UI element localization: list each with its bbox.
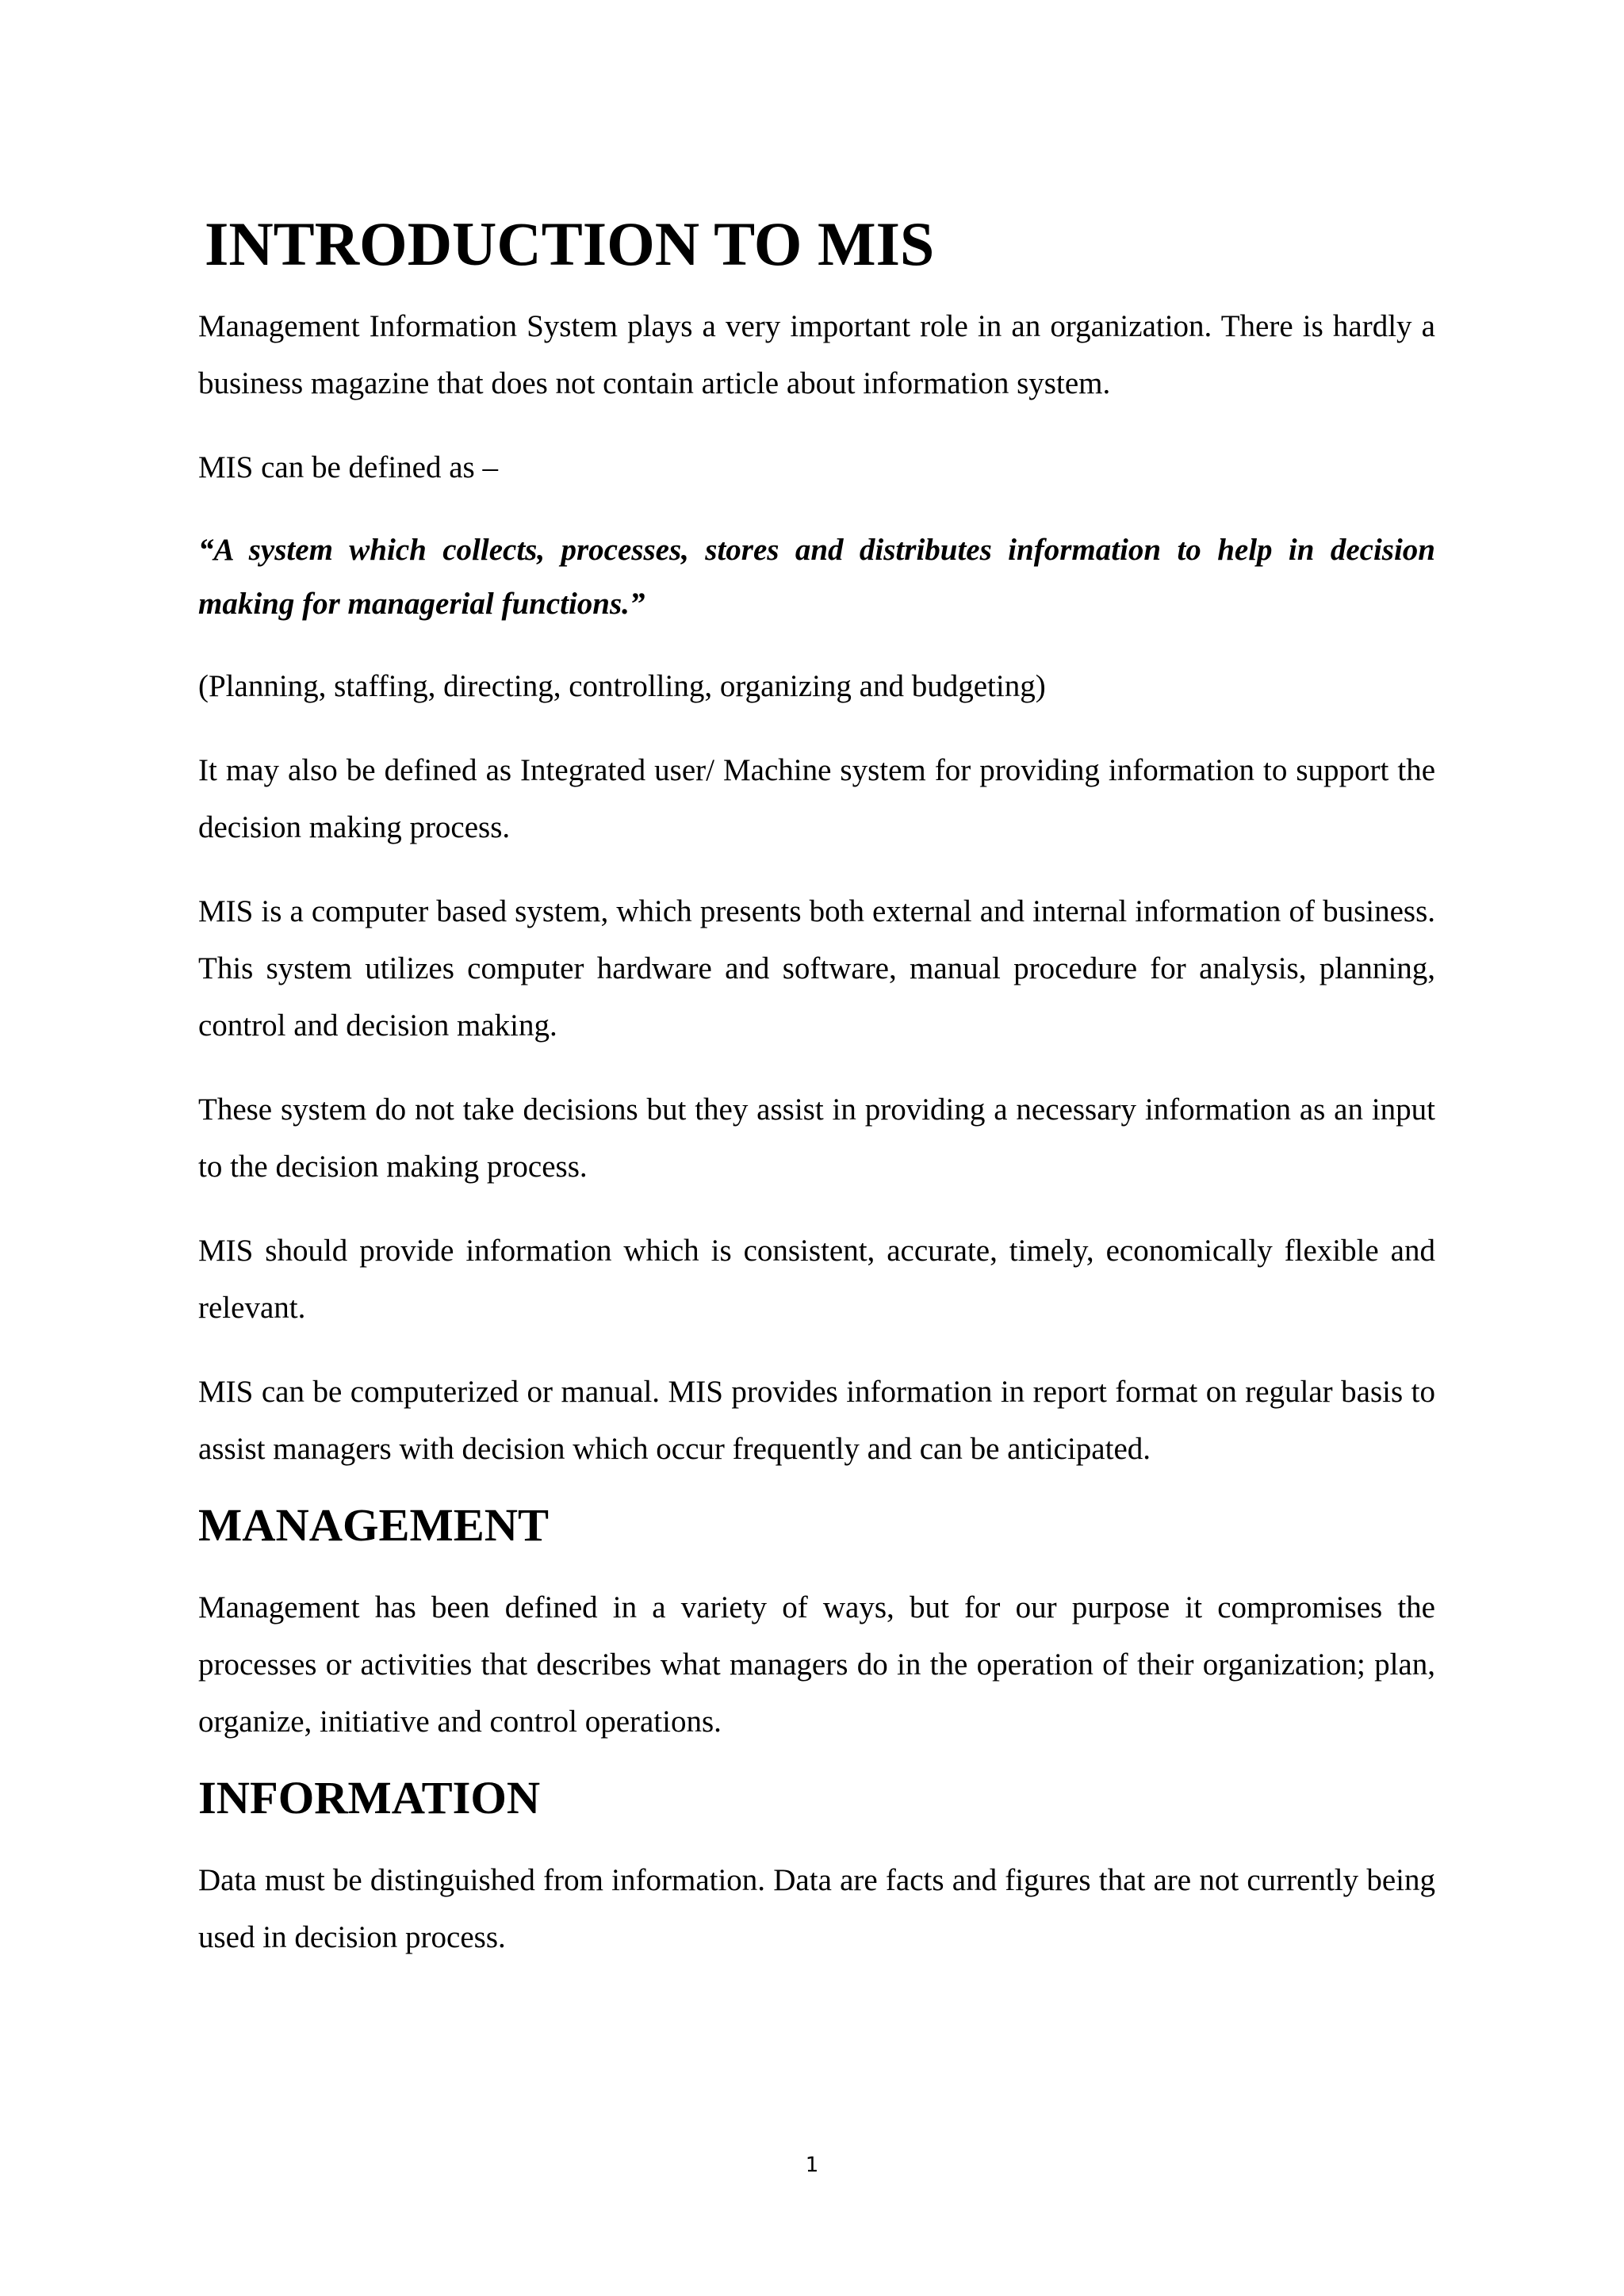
definition-quote: “A system which collects, processes, stores and distributes information to help in decision making for managerial functions.” [198,533,1435,621]
page-number: 1 [805,2153,819,2177]
alt-definition-paragraph: It may also be defined as Integrated user/ Machine system for providing information to support the decision making process. [198,753,1435,844]
no-decisions-paragraph: These system do not take decisions but they assist in providing a necessary information as an input to the decision making process. [198,1093,1435,1184]
management-heading: MANAGEMENT [198,1499,549,1551]
computerized-paragraph: MIS can be computerized or manual. MIS provides information in report format on regular basis to assist managers with decision which occur frequently and can be anticipated. [198,1375,1435,1466]
information-paragraph: Data must be distinguished from information. Data are facts and figures that are not currently being used in decision process. [198,1863,1435,1954]
defined-as-line: MIS can be defined as – [198,450,498,484]
document-body [198,209,1435,1993]
information-heading: INFORMATION [198,1772,541,1823]
management-paragraph: Management has been defined in a variety of ways, but for our purpose it compromises the processes or activities that describes what managers do in the operation of their organization; plan, organize, initiative and control operations. [198,1590,1435,1739]
document-title: INTRODUCTION TO MIS [205,209,935,278]
intro-paragraph: Management Information System plays a very important role in an organization. There is hardly a business magazine that does not contain article about information system. [198,309,1435,400]
computer-based-paragraph: MIS is a computer based system, which presents both external and internal information of business. This system utilizes computer hardware and software, manual procedure for analysis, planning, control and decision making. [198,894,1435,1043]
should-provide-paragraph: MIS should provide information which is consistent, accurate, timely, economically flexible and relevant. [198,1234,1435,1325]
functions-list: (Planning, staffing, directing, controlling, organizing and budgeting) [198,669,1046,703]
